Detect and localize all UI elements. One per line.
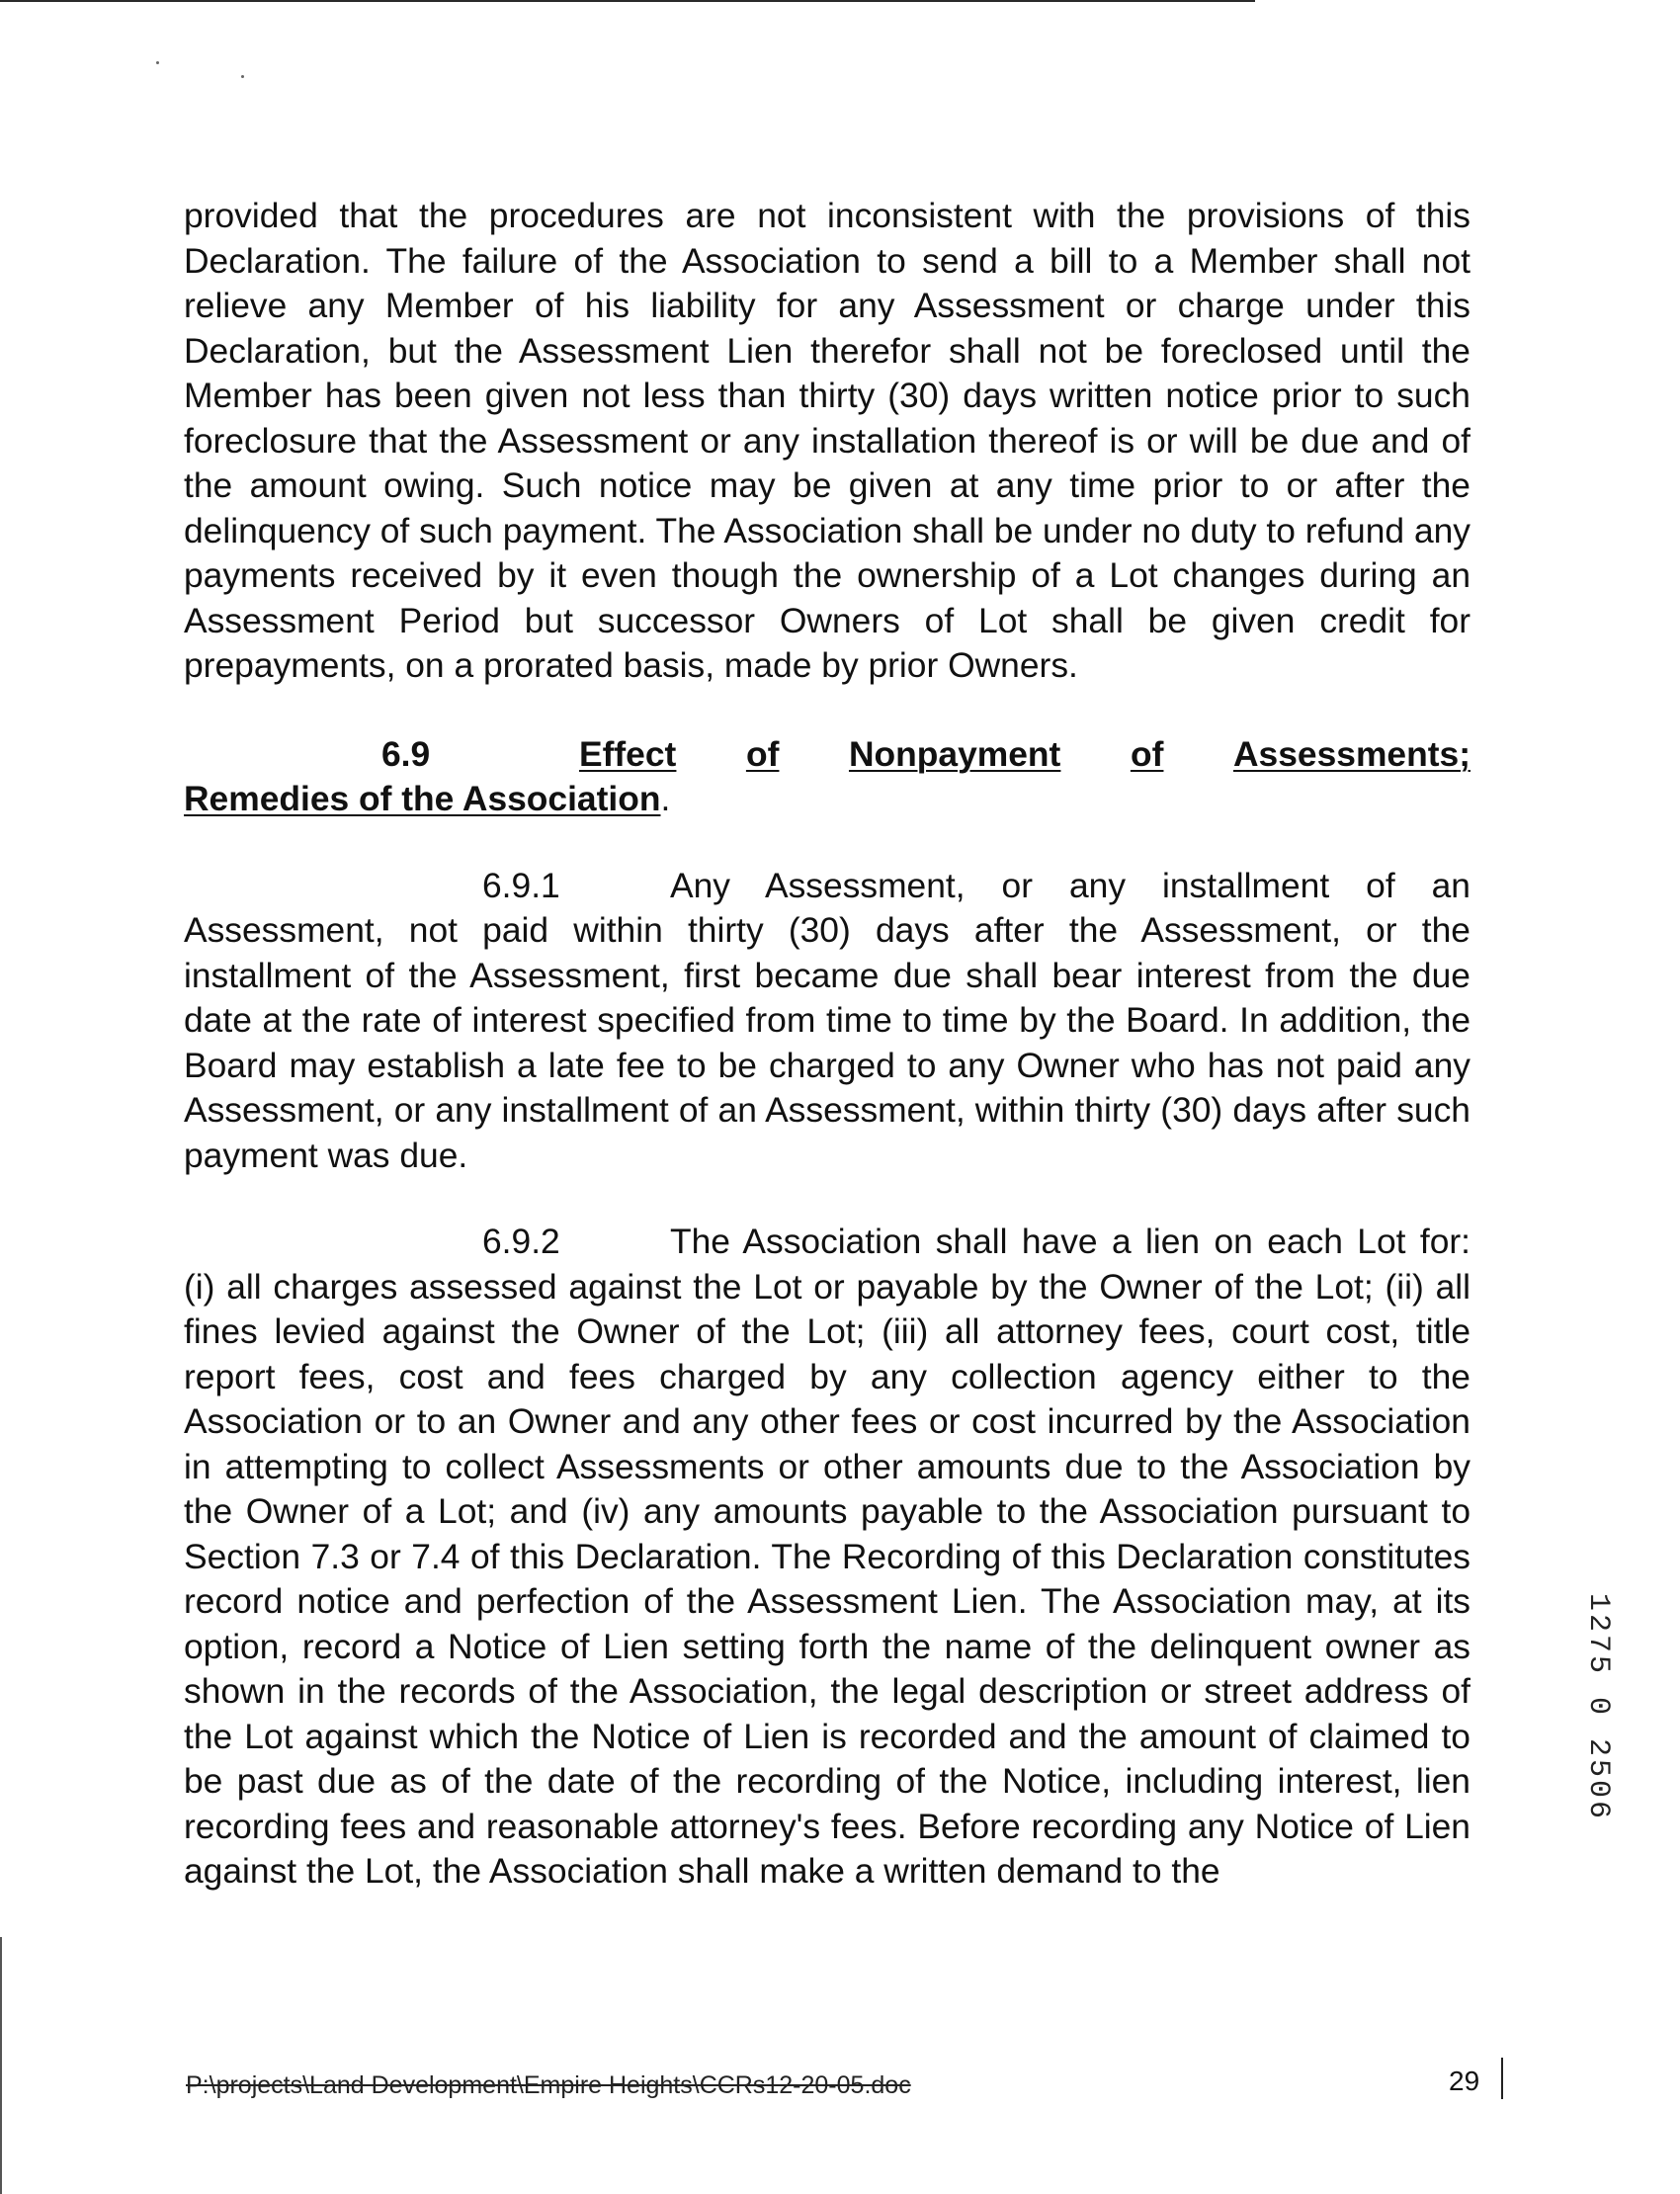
footer-file-path: P:\projects\Land Development\Empire Heights\CCRs12-20-05.doc: [186, 2071, 911, 2099]
footer-margin-bar: [1501, 2058, 1503, 2099]
section-title-word: Assessments;: [1232, 733, 1470, 774]
subsection-number: 6.9.1: [482, 865, 560, 905]
scan-top-edge: [0, 0, 1255, 2]
section-title-line-2: Remedies of the Association: [184, 779, 661, 818]
section-title-word: Nonpayment: [848, 733, 1061, 774]
page-number: 29: [1449, 2066, 1480, 2096]
section-title-word: of: [745, 733, 780, 774]
subsection-6-9-2: [184, 1220, 1470, 1895]
subsection-text: Any Assessment, or any installment of an Assessment, not paid within thirty (30) days after the Assessment, or the installment of the Assessment, first became due shall bear interest from the due date at the rate of interest specified from time to time by the Board. In addition, the Board may establish a late fee to be charged to any Owner who has not paid any Assessment, or any installment of an Assessment, within thirty (30) days after such payment was due.: [184, 865, 1470, 1175]
section-title-end: .: [660, 779, 671, 818]
section-heading-line-1: [184, 732, 1470, 778]
scan-speck: [156, 61, 159, 64]
document-page: [184, 194, 1470, 1895]
recording-stamp: 1275 0 2506: [1581, 1593, 1615, 1822]
section-title-word: Effect: [579, 733, 677, 774]
subsection-number: 6.9.2: [482, 1222, 560, 1261]
section-heading-6-9: [184, 732, 1470, 822]
page-footer: [186, 2066, 1490, 2105]
scan-left-edge: [0, 1937, 2, 2194]
intro-paragraph: provided that the procedures are not inconsistent with the provisions of this Declaration. The failure of the Association to send a bill to a Member shall not relieve any Member of his liability for any Assessment or charge under this Declaration, but the Assessment Lien therefor shall not be foreclosed until the Member has been given not less than thirty (30) days written notice prior to such foreclosure that the Assessment or any installation thereof is or will be due and of the amount owing. Such notice may be given at any time prior to or after the delinquency of such payment. The Association shall be under no duty to refund any payments received by it even though the ownership of a Lot changes during an Assessment Period but successor Owners of Lot shall be given credit for prepayments, on a prorated basis, made by prior Owners.: [184, 196, 1470, 685]
section-number: 6.9: [381, 733, 431, 774]
scan-speck: [241, 75, 244, 78]
subsection-text: The Association shall have a lien on each Lot for: (i) all charges assessed against the Lot or payable by the Owner of the Lot; (ii) all fines levied against the Owner of the Lot; (iii) all attorney fees, court cost, title report fees, cost and fees charged by any collection agency either to the Association or to an Owner and any other fees or cost incurred by the Association in attempting to collect Assessments or other amounts due to the Association by the Owner of a Lot; and (iv) any amounts payable to the Association pursuant to Section 7.3 or 7.4 of this Declaration. The Recording of this Declaration constitutes record notice and perfection of the Assessment Lien. The Association may, at its option, record a Notice of Lien setting forth the name of the delinquent owner as shown in the records of the Association, the legal description or street address of the Lot against which the Notice of Lien is recorded and the amount of claimed to be past due as of the date of the recording of the Notice, including interest, lien recording fees and reasonable attorney's fees. Before recording any Notice of Lien against the Lot, the Association shall make a written demand to the: [184, 1222, 1470, 1891]
section-heading-line-2: [184, 777, 1470, 822]
subsection-6-9-1: [184, 864, 1470, 1179]
section-title-word: of: [1130, 733, 1164, 774]
section-title-words: [579, 732, 1470, 778]
